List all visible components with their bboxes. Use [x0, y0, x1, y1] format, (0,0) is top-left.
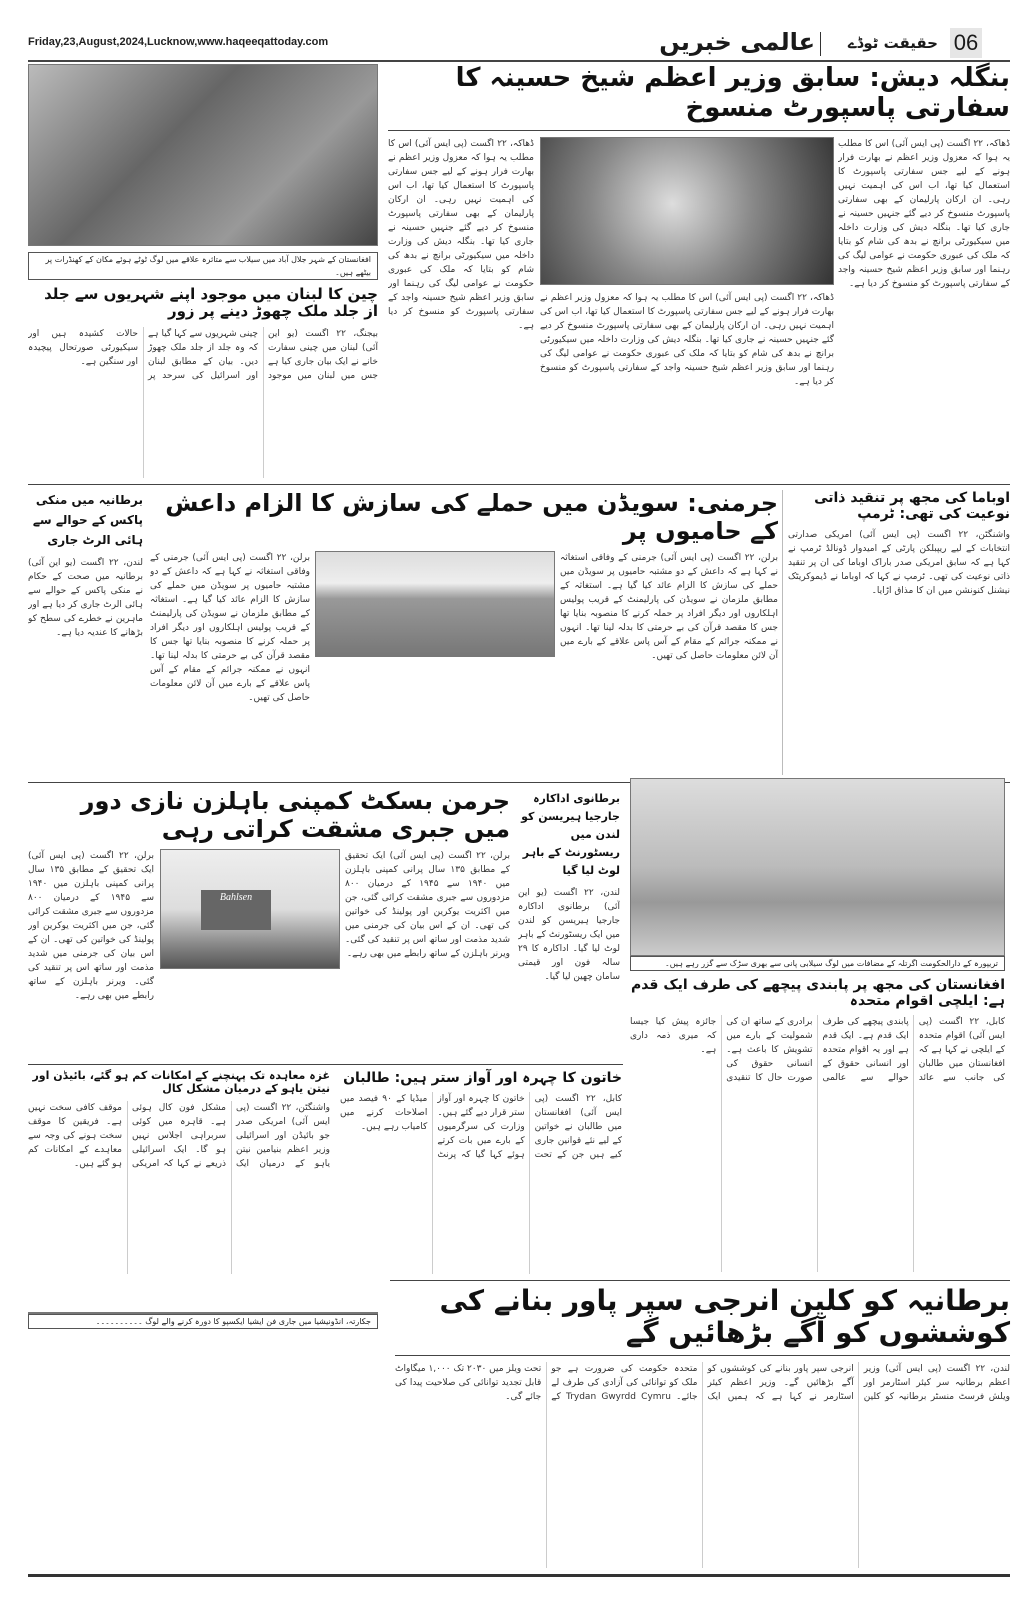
header-rule: [28, 60, 1010, 62]
hasina-content: [388, 137, 1010, 478]
trump-body: واشنگٹن، ۲۲ اگست (پی ایس آئی) امریکی صدارتی انتخابات کے لیے ریپبلکن پارٹی کے امیدوار ڈونالڈ ٹرمپ نے کہا ہے کہ سابق امریکی صدر باراک اوباما کی ان پر تنقید ذاتی نوعیت کی تھی۔ ٹرمپ نے کہا کہ اوباما نے ڈیموکریٹک نیشنل کنونشن میں ان کا مذاق اڑایا۔: [788, 530, 1010, 597]
hasina-block: [388, 64, 1010, 478]
taliban-headline: خاتون کا چہرہ اور آواز ستر ہیں: طالبان: [343, 1070, 622, 1086]
hasina-rule: [388, 130, 1010, 131]
section-rule: [28, 1064, 623, 1065]
hasina-body-lower: ڈھاکہ، ۲۲ اگست (پی ایس آئی) اس کا مطلب یہ ہوا کہ معزول وزیر اعظم نے بھارت فرار ہونے کے لیے جس سفارتی پاسپورٹ کا استعمال کیا تھا، اب اس کی اہمیت نہیں رہی۔ ان ارکان پارلیمان کے بھی سفارتی پاسپورٹ منسوخ کر دیے گئے جنہیں حسینہ نے جاری کیا تھا۔ بنگلہ دیش کی وزارت داخلہ میں سیکیورٹی برانچ نے بدھ کی شام کو بتایا کہ ملک کی عبوری حکومت نے عوامی لیگ کی رہنما اور سابق وزیر اعظم شیخ حسینہ واجد کے سفارتی پاسپورٹ کو منسوخ کر دیا ہے۔: [540, 292, 834, 387]
flood-photo-caption: افغانستان کے شہر جلال آباد میں سیلاب سے متاثرہ علاقے میں لوگ ٹوٹے ہوئے مکان کے کھنڈرات پر بیٹھے ہیں۔: [28, 252, 378, 280]
hasina-headline: بنگلہ دیش: سابق وزیر اعظم شیخ حسینہ کا سفارتی پاسپورٹ منسوخ: [455, 63, 1010, 123]
expo-photo-caption: جکارتہ، انڈونیشیا میں جاری فن ایشیا ایکسپو کا دورہ کرنے والے لوگ ۔۔۔۔۔۔۔۔۔۔: [28, 1314, 378, 1329]
taliban-block: [340, 1070, 622, 1274]
afghanistan-block: [630, 778, 1005, 1272]
monkeypox-headline: برطانیہ میں منکی پاکس کے حوالے سے ہائی الرٹ جاری: [32, 493, 143, 547]
trump-block: [788, 490, 1010, 776]
afghanistan-headline: افغانستان کی مجھ پر پابندی پیچھے کی طرف ایک قدم ہے: ایلچی اقوام متحدہ: [630, 977, 1005, 1010]
hasina-body-col1: ڈھاکہ، ۲۲ اگست (پی ایس آئی) اس کا مطلب یہ ہوا کہ معزول وزیر اعظم نے بھارت فرار ہونے کے لیے جس سفارتی پاسپورٹ کا استعمال کیا تھا، اب اس کی اہمیت نہیں رہی۔ ان ارکان پارلیمان کے بھی سفارتی پاسپورٹ منسوخ کر دیے گئے جنہیں حسینہ نے جاری کیا تھا۔ بنگلہ دیش کی وزارت داخلہ میں سیکیورٹی برانچ نے بدھ کی شام کو بتایا کہ ملک کی عبوری حکومت نے عوامی لیگ کی رہنما اور سابق وزیر اعظم شیخ حسینہ واجد کے سفارتی پاسپورٹ کو منسوخ کر دیا ہے۔: [838, 138, 1010, 289]
lebanon-block: [28, 64, 378, 478]
bahlsen-headline: جرمن بسکٹ کمپنی باہلزن نازی دور میں جبری مشقت کراتی رہی: [80, 787, 510, 843]
bahlsen-body-right: برلن، ۲۲ اگست (پی ایس آئی) ایک تحقیق کے مطابق ۱۳۵ سال پرانی کمپنی باہلزن میں ۱۹۴۰ سے ۱۹۴۵ کے درمیان ۸۰۰ مزدوروں سے جبری مشقت کرائی گئی، جن میں اکثریت یوکرین اور پولینڈ کی خواتین کی تھی۔ ان کے اس بیان کی جرمنی میں شدید مذمت اور ساتھ اس پر تنقید کی گئی۔ ویرنر باہلزن کے ساتھ رابطے میں بھی رہے۔: [345, 851, 510, 960]
section-rule: [28, 484, 1010, 485]
germany-block: [150, 490, 778, 776]
dateline: Friday,23,August,2024,Lucknow,www.haqeeqattoday.com: [28, 36, 329, 48]
footer-rule: [28, 1574, 1010, 1577]
germany-body-left: برلن، ۲۲ اگست (پی ایس آئی) جرمنی کے وفاقی استغاثہ نے کہا ہے کہ داعش کے دو مشتبہ حامیوں پر سویڈن میں حملے کی سازش کا الزام عائد کیا گیا ہے۔ استغاثہ کے مطابق ملزمان نے سویڈن کی پارلیمنٹ کے قریب پولیس اہلکاروں اور دیگر افراد پر حملہ کرنے کا منصوبہ بنایا تھا جس کا مقصد قرآن کی بے حرمتی کا بدلہ لینا تھا۔ انہوں نے ممکنہ جرائم کے مقام کے آس پاس علاقے کے بارے میں آن لائن معلومات حاصل کی تھیں۔: [150, 553, 310, 704]
tripura-flood-photo: [630, 778, 1005, 956]
section-title: عالمی خبریں: [659, 28, 815, 56]
stockholm-photo: [315, 551, 555, 657]
uk-energy-headline: برطانیہ کو کلین انرجی سپر پاور بنانے کی کوششوں کو آگے بڑھائیں گے: [439, 1284, 1010, 1350]
georgia-body: لندن، ۲۲ اگست (یو این آئی) برطانوی اداکارہ جارجیا ہیریسن کو لندن میں ایک ریسٹورنٹ کے باہر لوٹ لیا گیا۔ اداکارہ کا ۲۹ سالہ فون اور قیمتی سامان چھین لیا گیا۔: [518, 888, 620, 982]
gaza-body: واشنگٹن، ۲۲ اگست (پی ایس آئی) امریکی صدر جو بائیڈن اور اسرائیلی وزیر اعظم بنیامین نیتن یاہو کے درمیان ایک مشکل فون کال ہوئی ہے۔ قاہرہ میں کوئی سربراہی اجلاس نہیں ہو گا۔ ایک اسرائیلی ذریعے نے کہا کہ امریکی موقف کافی سخت نہیں ہے۔ فریقین کا موقف سخت ہونے کی وجہ سے معاہدے کے امکانات کم ہو گئے ہیں۔: [28, 1103, 330, 1170]
germany-body-right: برلن، ۲۲ اگست (پی ایس آئی) جرمنی کے وفاقی استغاثہ نے کہا ہے کہ داعش کے دو مشتبہ حامیوں پر سویڈن میں حملے کی سازش کا الزام عائد کیا گیا ہے۔ استغاثہ کے مطابق ملزمان نے سویڈن کی پارلیمنٹ کے قریب پولیس اہلکاروں اور دیگر افراد پر حملہ کرنے کا منصوبہ بنایا تھا جس کا مقصد قرآن کی بے حرمتی کا بدلہ لینا تھا۔ انہوں نے ممکنہ جرائم کے مقام کے آس پاس علاقے کے بارے میں آن لائن معلومات حاصل کی تھیں۔: [560, 553, 778, 662]
flood-photo: [28, 64, 378, 246]
hasina-photo: [540, 137, 834, 285]
column-divider: [782, 490, 783, 775]
monkeypox-block: [28, 490, 143, 776]
uk-energy-body: لندن، ۲۲ اگست (پی ایس آئی) وزیر اعظم برطانیہ سر کیئر اسٹارمر اور ویلش فرسٹ منسٹر برطانیہ کو کلین انرجی سپر پاور بنانے کی کوششوں کو آگے بڑھائیں گے۔ وزیر اعظم کیئر اسٹارمر نے کہا ہے کہ ہمیں ایک متحدہ حکومت کی ضرورت ہے جو ملک کو توانائی کی آزادی کی طرف لے جائے۔ Trydan Gwyrdd Cymru کے تحت ویلز میں ۲۰۳۰ تک ۱,۰۰۰ میگاواٹ قابل تجدید توانائی کی صلاحیت پیدا کی جائے گی۔: [395, 1364, 1010, 1403]
afghanistan-body: کابل، ۲۲ اگست (پی ایس آئی) اقوام متحدہ کے ایلچی نے کہا ہے کہ افغانستان میں طالبان کی جانب سے عائد پابندی پیچھے کی طرف ایک قدم ہے۔ ایک قدم ہے اور یہ اقوام متحدہ اور انسانی حقوق کے حوالے سے عالمی برادری کے ساتھ ان کی شمولیت کے بارے میں تشویش کا باعث ہے۔ انسانی حقوق کی صورت حال کا تنقیدی جائزہ پیش کیا جیسا کہ میری ذمہ داری ہے۔: [630, 1017, 1005, 1084]
germany-headline: جرمنی: سویڈن میں حملے کی سازش کا الزام داعش کے حامیوں پر: [165, 489, 778, 545]
bahlsen-body-left: برلن، ۲۲ اگست (پی ایس آئی) ایک تحقیق کے مطابق ۱۳۵ سال پرانی کمپنی باہلزن میں ۱۹۴۰ سے ۱۹۴۵ کے درمیان ۸۰۰ مزدوروں سے جبری مشقت کرائی گئی، جن میں اکثریت یوکرین اور پولینڈ کی خواتین کی تھی۔ ان کے اس بیان کی جرمنی میں شدید مذمت اور ساتھ اس پر تنقید کی گئی۔ ویرنر باہلزن کے ساتھ رابطے میں بھی رہے۔: [28, 851, 154, 1002]
expo-block: [28, 1312, 378, 1568]
bahlsen-content: [28, 849, 510, 1058]
georgia-headline: برطانوی اداکارہ جارجیا ہیریسن کو لندن میں ریسٹورنٹ کے باہر لوٹ لیا گیا: [521, 792, 620, 877]
trump-headline: اوباما کی مجھ پر تنقید ذاتی نوعیت کی تھی: ٹرمپ: [814, 490, 1010, 523]
germany-content: [150, 551, 778, 776]
brand-logo: حقیقت ٹوڈے: [847, 34, 938, 52]
taliban-body: کابل، ۲۲ اگست (پی ایس آئی) افغانستان میں طالبان نے خواتین کے لیے نئے قوانین جاری کیے ہیں جن کے تحت خاتون کا چہرہ اور آواز ستر قرار دیے گئے ہیں۔ وزارت کی سرگرمیوں کے بارے میں بات کرتے ہوئے کہا گیا کہ پرنٹ میڈیا کے ۹۰ فیصد میں اصلاحات کرنے میں کامیاب رہے ہیں۔: [340, 1094, 622, 1161]
bahlsen-block: [28, 788, 510, 1058]
lebanon-body: بیجنگ، ۲۲ اگست (یو این آئی) لبنان میں چینی سفارت خانے نے ایک بیان جاری کیا ہے جس میں لبنان میں موجود چینی شہریوں سے کہا گیا ہے کہ وہ جلد از جلد ملک چھوڑ دیں۔ بیان کے مطابق لبنان اور اسرائیل کی سرحد پر حالات کشیدہ ہیں اور سیکیورٹی صورتحال پیچیدہ اور سنگین ہے۔: [28, 328, 378, 381]
bahlsen-building-photo: [160, 849, 340, 969]
bahlsen-sign: Bahlsen: [201, 890, 271, 930]
page-number: 06: [950, 28, 982, 58]
georgia-block: [518, 790, 620, 1058]
header-divider: [820, 32, 821, 56]
uk-energy-rule: [395, 1355, 1010, 1356]
monkeypox-body: لندن، ۲۲ اگست (یو این آئی) برطانیہ میں صحت کے حکام نے منکی پاکس کے حوالے سے ہائی الرٹ جاری کر دیا ہے اور ماہرین نے خطرے کی سطح کو بڑھانے کا عندیہ دیا ہے۔: [28, 558, 143, 638]
section-rule: [390, 1280, 1010, 1281]
gaza-headline: غزہ معاہدہ تک پہنچنے کے امکانات کم ہو گئے، بائیڈن اور نیتن یاہو کے درمیان مشکل کال: [32, 1069, 330, 1095]
gaza-block: [28, 1070, 330, 1274]
uk-energy-block: [395, 1285, 1010, 1568]
hasina-body-col-left: ڈھاکہ، ۲۲ اگست (پی ایس آئی) اس کا مطلب یہ ہوا کہ معزول وزیر اعظم نے بھارت فرار ہونے کے لیے جس سفارتی پاسپورٹ کا استعمال کیا تھا، اب اس کی اہمیت نہیں رہی۔ ان ارکان پارلیمان کے بھی سفارتی پاسپورٹ منسوخ کر دیے گئے جنہیں حسینہ نے جاری کیا تھا۔ بنگلہ دیش کی وزارت داخلہ میں سیکیورٹی برانچ نے بدھ کی شام کو بتایا کہ ملک کی عبوری حکومت نے عوامی لیگ کی رہنما اور سابق وزیر اعظم شیخ حسینہ واجد کے سفارتی پاسپورٹ کو منسوخ کر دیا ہے۔: [388, 138, 534, 331]
tripura-photo-caption: تریپورہ کے دارالحکومت اگرتلہ کے مضافات میں لوگ سیلابی پانی سے بھری سڑک سے گزر رہے ہیں۔: [630, 956, 1005, 971]
lebanon-headline: چین کا لبنان میں موجود اپنے شہریوں سے جلد از جلد ملک چھوڑ دینے پر زور: [44, 285, 378, 321]
